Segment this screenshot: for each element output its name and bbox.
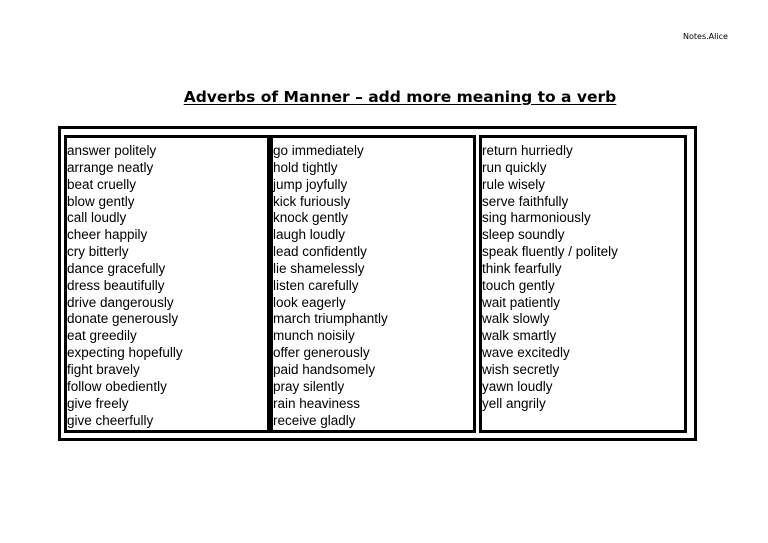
list-item: offer generously [273, 345, 370, 361]
list-item: walk smartly [482, 328, 557, 344]
list-item: answer politely [67, 143, 157, 158]
word-list [273, 138, 473, 429]
list-item: run quickly [482, 159, 547, 175]
list-item: knock gently [273, 210, 349, 226]
list-item: call loudly [67, 210, 127, 226]
list-item: rule wisely [482, 176, 546, 192]
list-item: arrange neatly [67, 159, 154, 175]
list-item: wish secretly [482, 361, 560, 377]
column-3 [479, 135, 687, 433]
list-item: walk slowly [482, 311, 550, 327]
list-item: go immediately [273, 143, 364, 158]
list-item: sing harmoniously [482, 210, 591, 226]
header-note: Notes.Alice [683, 32, 728, 41]
list-item: fight bravely [67, 361, 140, 377]
list-item: hold tightly [273, 159, 338, 175]
list-item: paid handsomely [273, 361, 376, 377]
list-item: follow obediently [67, 378, 167, 394]
list-item: drive dangerously [67, 294, 174, 310]
list-item: receive gladly [273, 412, 356, 428]
list-item: think fearfully [482, 260, 562, 276]
list-item: march triumphantly [273, 311, 388, 327]
list-item: dance gracefully [67, 260, 166, 276]
list-item: expecting hopefully [67, 345, 183, 361]
list-item: yawn loudly [482, 378, 553, 394]
list-item: jump joyfully [273, 176, 348, 192]
list-item: lie shamelessly [273, 260, 365, 276]
column-2 [270, 135, 476, 433]
column-1 [64, 135, 270, 433]
list-item: touch gently [482, 277, 555, 293]
worksheet-title: Adverbs of Manner – add more meaning to a verb [183, 88, 617, 106]
list-item: donate generously [67, 311, 179, 327]
list-item: eat greedily [67, 328, 137, 344]
list-item: pray silently [273, 378, 345, 394]
list-item: munch noisily [273, 328, 355, 344]
list-item: wave excitedly [482, 345, 570, 361]
list-item: rain heaviness [273, 395, 361, 411]
list-item: cheer happily [67, 227, 148, 243]
list-item: wait patiently [482, 294, 561, 310]
list-item: dress beautifully [67, 277, 165, 293]
list-item: give freely [67, 395, 129, 411]
list-item: sleep soundly [482, 227, 565, 243]
list-item: speak fluently / politely [482, 244, 618, 260]
list-item: beat cruelly [67, 176, 137, 192]
list-item: serve faithfully [482, 193, 569, 209]
list-item: blow gently [67, 193, 135, 209]
list-item: cry bitterly [67, 244, 129, 260]
list-item: lead confidently [273, 244, 367, 260]
list-item: look eagerly [273, 294, 346, 310]
word-list [482, 138, 684, 413]
list-item: yell angrily [482, 395, 546, 411]
list-item: listen carefully [273, 277, 359, 293]
list-item: return hurriedly [482, 143, 573, 158]
word-list [67, 138, 267, 429]
list-item: laugh loudly [273, 227, 346, 243]
list-item: give cheerfully [67, 412, 154, 428]
list-item: kick furiously [273, 193, 351, 209]
